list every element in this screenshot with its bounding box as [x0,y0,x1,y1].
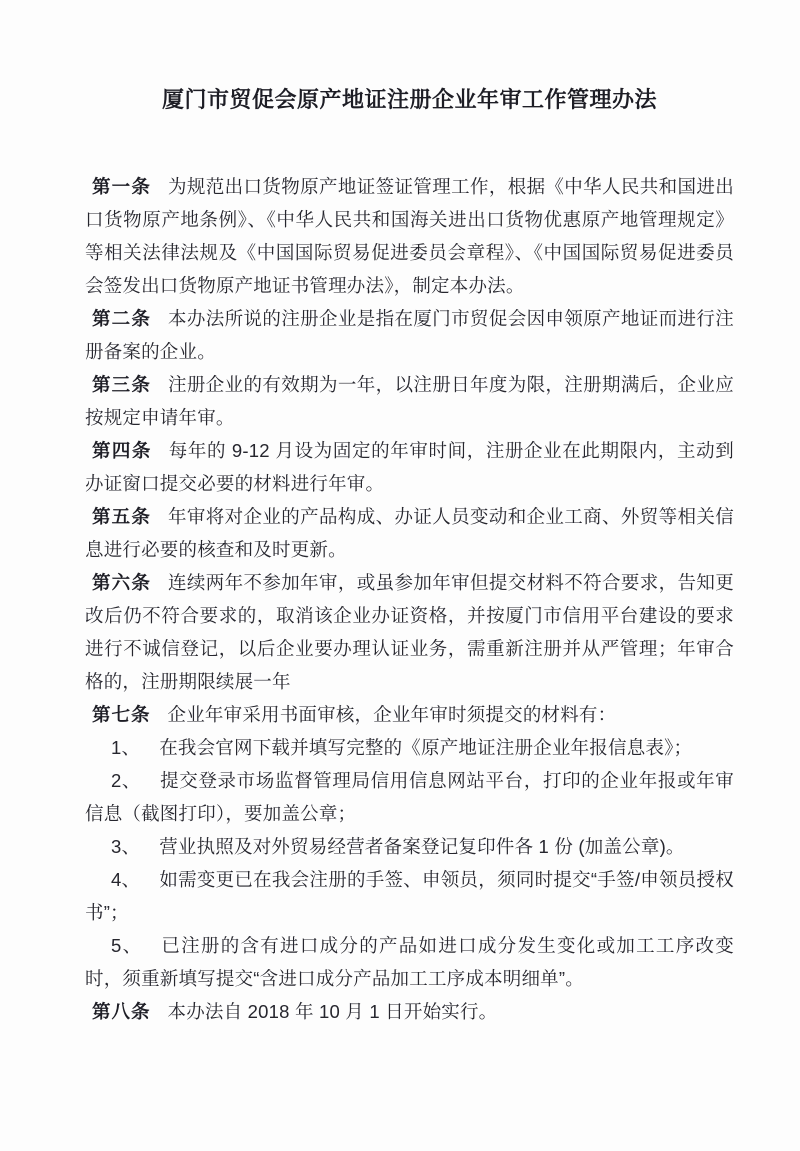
article-7-item-2-text: 提交登录市场监督管理局信用信息网站平台，打印的企业年报或年审信息（截图打印），要加盖公章； [85,770,734,824]
article-4 [85,434,734,500]
article-3 [85,368,734,434]
article-7-item-4-number: 4、 [111,869,141,890]
article-4-text: 每年的 9-12 月设为固定的年审时间，注册企业在此期限内，主动到办证窗口提交必要的材料进行年审。 [85,440,734,494]
document-title: 厦门市贸促会原产地证注册企业年审工作管理办法 [161,87,657,112]
article-5 [85,500,734,566]
article-7-text: 企业年审采用书面审核，企业年审时须提交的材料有： [167,704,617,725]
article-7-label: 第七条 [92,704,151,725]
article-7-item-3-number: 3、 [111,836,141,857]
article-5-text: 年审将对企业的产品构成、办证人员变动和企业工商、外贸等相关信息进行必要的核查和及时更新。 [85,506,734,560]
article-8 [85,995,734,1028]
article-8-text: 本办法自 2018 年 10 月 1 日开始实行。 [167,1001,498,1022]
article-1-text: 为规范出口货物原产地证签证管理工作，根据《中华人民共和国进出口货物原产地条例》、《中华人民共和国海关进出口货物优惠原产地管理规定》等相关法律法规及《中国国际贸易促进委员会章程》、《中国国际贸易促进委员会签发出口货物原产地证书管理办法》，制定本办法。 [85,176,734,296]
article-8-label: 第八条 [92,1001,151,1022]
article-2-text: 本办法所说的注册企业是指在厦门市贸促会因申领原产地证而进行注册备案的企业。 [85,308,734,362]
article-7-item-5 [85,929,734,995]
article-7-item-4 [85,863,734,929]
article-7-item-1-number: 1、 [111,737,141,758]
article-7-item-5-text: 已注册的含有进口成分的产品如进口成分发生变化或加工工序改变时，须重新填写提交“含进口成分产品加工工序成本明细单”。 [85,935,734,989]
article-6-text: 连续两年不参加年审，或虽参加年审但提交材料不符合要求，告知更改后仍不符合要求的，取消该企业办证资格，并按厦门市信用平台建设的要求进行不诚信登记，以后企业要办理认证业务，需重新注册并从严管理；年审合格的，注册期限续展一年 [85,572,734,692]
article-1 [85,170,734,302]
article-5-label: 第五条 [92,506,152,527]
article-7-item-3 [85,830,734,863]
article-6 [85,566,734,698]
article-2-label: 第二条 [92,308,152,329]
article-2 [85,302,734,368]
article-7-item-4-text: 如需变更已在我会注册的手签、申领员，须同时提交“手签/申领员授权书”； [85,869,734,923]
article-3-text: 注册企业的有效期为一年，以注册日年度为限，注册期满后，企业应按规定申请年审。 [85,374,734,428]
article-7 [85,698,734,731]
article-7-item-1-text: 在我会官网下载并填写完整的《原产地证注册企业年报信息表》； [159,737,693,758]
article-7-item-2-number: 2、 [111,770,142,791]
article-7-item-1 [85,731,734,764]
article-7-item-5-number: 5、 [111,935,143,956]
document-body [85,170,734,1028]
article-7-item-2 [85,764,734,830]
article-6-label: 第六条 [92,572,152,593]
article-7-item-3-text: 营业执照及对外贸易经营者备案登记复印件各 1 份 (加盖公章)。 [159,836,685,857]
article-4-label: 第四条 [92,440,152,461]
article-3-label: 第三条 [92,374,152,395]
article-1-label: 第一条 [92,176,152,197]
